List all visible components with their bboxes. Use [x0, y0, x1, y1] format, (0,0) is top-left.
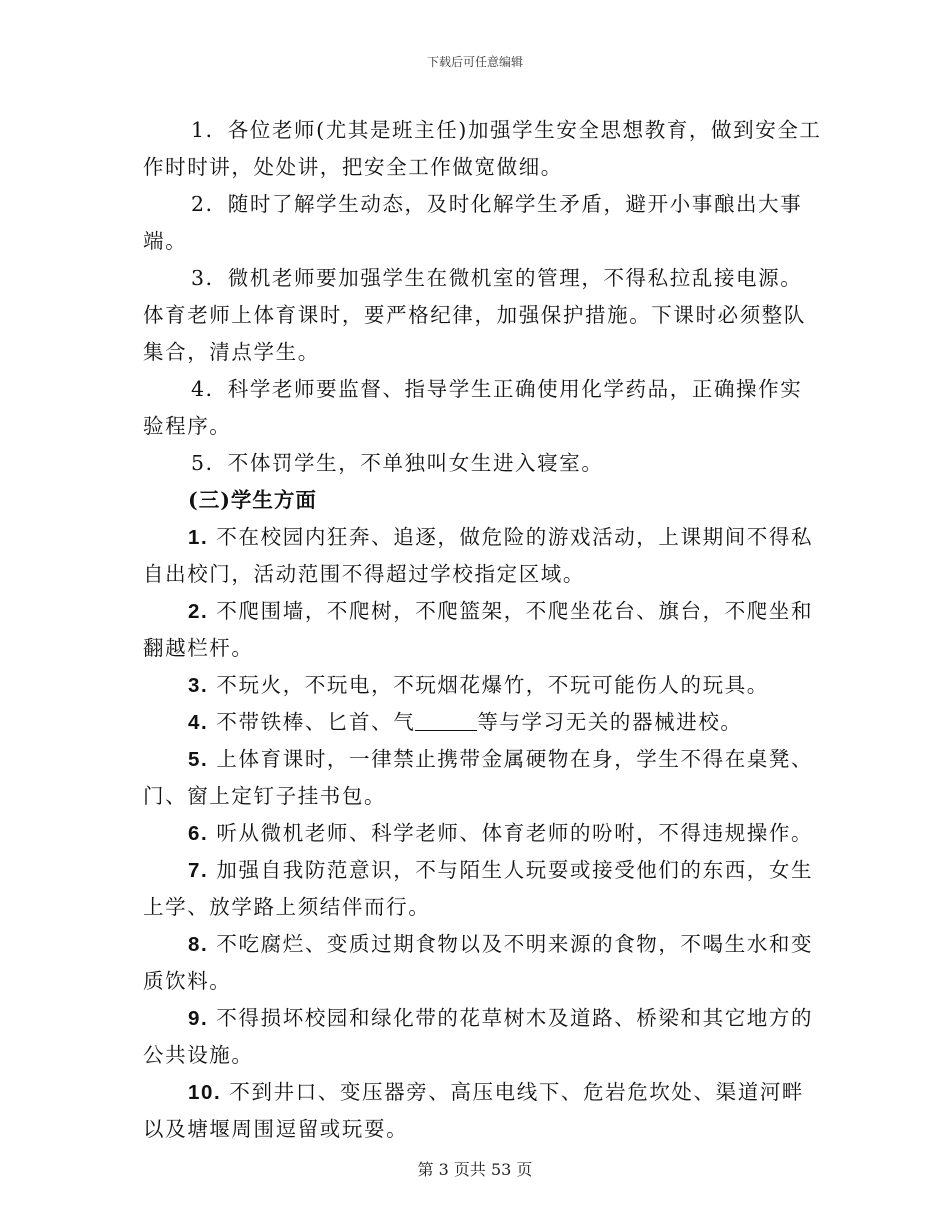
item-text: 不爬围墙，不爬树，不爬篮架，不爬坐花台、旗台，不爬坐和翻越栏杆。	[143, 599, 814, 660]
student-item	[143, 741, 823, 815]
item-text: 加强自我防范意识，不与陌生人玩耍或接受他们的东西，女生上学、放学路上须结伴而行。	[143, 858, 814, 919]
teacher-item: 1．各位老师(尤其是班主任)加强学生安全思想教育，做到安全工作时时讲，处处讲，把安全工作做宽做细。	[143, 118, 822, 179]
student-item	[143, 926, 823, 1000]
item-number: 7.	[188, 859, 209, 882]
student-item	[143, 1000, 823, 1074]
student-item	[143, 704, 823, 741]
teacher-item: 3．微机老师要加强学生在微机室的管理，不得私拉乱接电源。体育老师上体育课时，要严格纪律，加强保护措施。下课时必须整队集合，清点学生。	[143, 266, 806, 364]
item-text: 等与学习无关的器械进校。	[477, 710, 743, 734]
student-item	[143, 593, 823, 667]
item-text: 不得损坏校园和绿化带的花草树木及道路、桥梁和其它地方的公共设施。	[143, 1006, 814, 1067]
item-text: 不玩火，不玩电，不玩烟花爆竹，不玩可能伤人的玩具。	[208, 673, 769, 697]
page-header: 下载后可任意编辑	[426, 55, 523, 69]
item-text: 听从微机老师、科学老师、体育老师的吩咐，不得违规操作。	[208, 821, 814, 845]
student-item	[143, 1074, 823, 1148]
item-text: 不在校园内狂奔、追逐，做危险的游戏活动，上课期间不得私自出校门，活动范围不得超过学校指定区域。	[143, 525, 814, 586]
teacher-item: 2．随时了解学生动态，及时化解学生矛盾，避开小事酿出大事端。	[143, 192, 803, 253]
item-number: 6.	[188, 822, 209, 845]
item-text: 不到井口、变压器旁、高压电线下、危岩危坎处、渠道河畔以及塘堰周围逗留或玩耍。	[143, 1080, 805, 1141]
item-number: 4.	[188, 711, 209, 734]
item-number: 2.	[188, 600, 209, 623]
item-text: 不吃腐烂、变质过期食物以及不明来源的食物，不喝生水和变质饮料。	[143, 932, 814, 993]
item-number: 3.	[188, 674, 209, 697]
student-item	[143, 519, 823, 593]
teacher-item: 4．科学老师要监督、指导学生正确使用化学药品，正确操作实验程序。	[143, 377, 803, 438]
item-number: 1.	[188, 526, 209, 549]
document-body	[143, 112, 823, 1148]
teacher-item: 5．不体罚学生，不单独叫女生进入寝室。	[191, 451, 604, 475]
student-item	[143, 815, 823, 852]
page-footer: 第 3 页共 53 页	[417, 1160, 533, 1179]
item-number: 8.	[188, 933, 209, 956]
student-item	[143, 852, 823, 926]
student-item	[143, 667, 823, 704]
item-number: 9.	[188, 1007, 209, 1030]
item-text: 不带铁棒、匕首、气	[208, 710, 416, 734]
section-heading: (三)学生方面	[188, 488, 317, 512]
item-text: 上体育课时，一律禁止携带金属硬物在身，学生不得在桌凳、门、窗上定钉子挂书包。	[143, 747, 814, 808]
fill-in-blank	[415, 710, 477, 731]
item-number: 5.	[188, 748, 209, 771]
item-number: 10.	[188, 1081, 222, 1104]
